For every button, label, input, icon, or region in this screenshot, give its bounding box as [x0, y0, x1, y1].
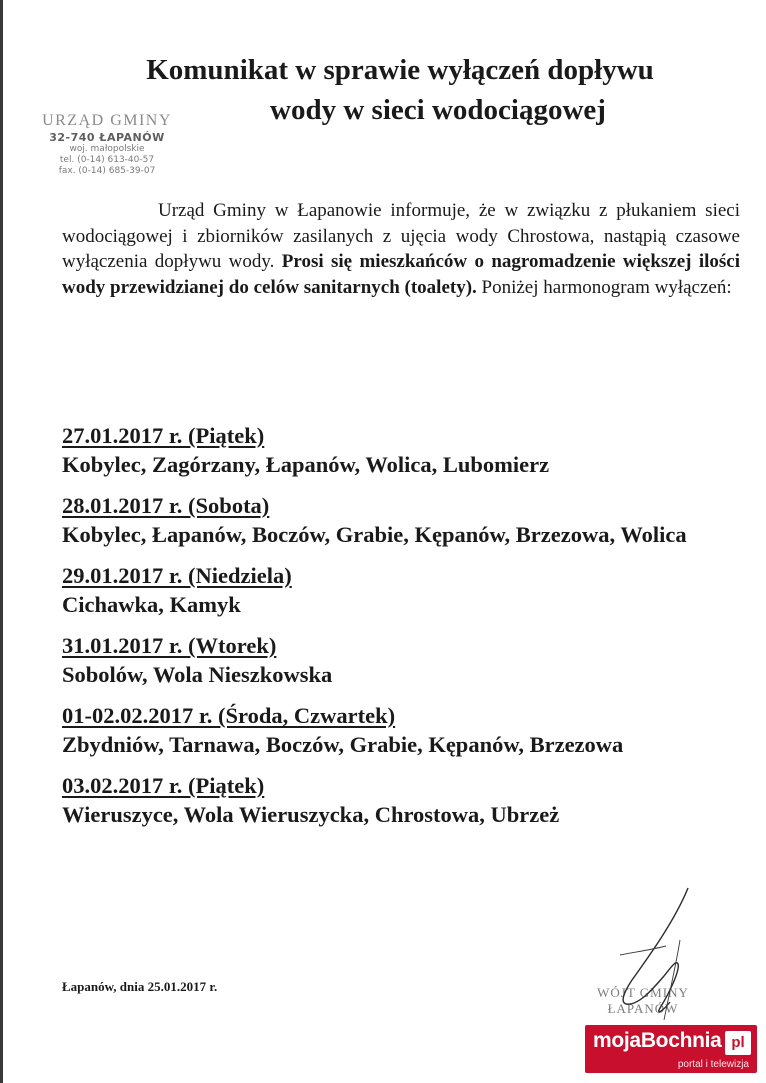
schedule-date: 03.02.2017 r. (Piątek): [62, 773, 265, 798]
stamp-postal-address: 32-740 ŁAPANÓW: [49, 131, 165, 144]
place-and-date: Łapanów, dnia 25.01.2017 r.: [62, 979, 218, 994]
schedule-entry: [62, 422, 752, 480]
shutdown-schedule: [62, 422, 752, 842]
schedule-entry: [62, 492, 752, 550]
intro-text: Urząd Gminy w Łapanowie informuje, że w związku z płukaniem sieci wodociągowej i zbiorników zasilanych z ujęcia wody Chrostowa, nastąpią czasowe wyłączenia dopływu wody.: [62, 200, 740, 272]
schedule-entry: [62, 702, 752, 760]
schedule-places: Cichawka, Kamyk: [62, 592, 241, 617]
schedule-places: Sobolów, Wola Nieszkowska: [62, 662, 333, 687]
stamp-fax: fax. (0-14) 685-39-07: [58, 166, 156, 176]
scan-edge: [0, 0, 3, 1083]
office-stamp: [28, 112, 186, 177]
schedule-date: 01-02.02.2017 r. (Środa, Czwartek): [62, 703, 396, 728]
logo-tagline: portal i telewizja: [677, 1059, 749, 1070]
mayor-stamp-line-2: ŁAPANÓW: [607, 1001, 679, 1016]
schedule-places: Kobylec, Łapanów, Boczów, Grabie, Kępanów, Brzezowa, Wolica: [62, 522, 687, 547]
schedule-entry: [62, 772, 752, 830]
stamp-voivodeship: woj. małopolskie: [69, 144, 145, 154]
stamp-office-name: URZĄD GMINY: [42, 112, 172, 129]
schedule-date: 28.01.2017 r. (Sobota): [62, 493, 270, 518]
site-logo: [585, 1025, 757, 1073]
schedule-places: Zbydniów, Tarnawa, Boczów, Grabie, Kępanów, Brzezowa: [62, 732, 624, 757]
logo-brand: mojaBochnia: [593, 1029, 722, 1052]
schedule-places: Kobylec, Zagórzany, Łapanów, Wolica, Lubomierz: [62, 452, 550, 477]
title-line-1: Komunikat w sprawie wyłączeń dopływu: [146, 54, 654, 86]
intro-request: Prosi się mieszkańców o nagromadzenie większej ilości wody przewidzianej do celów sanitarnych (toalety).: [62, 251, 740, 298]
schedule-date: 27.01.2017 r. (Piątek): [62, 423, 265, 448]
handwritten-signature: [580, 880, 730, 1030]
logo-suffix: pl: [725, 1031, 751, 1055]
schedule-entry: [62, 632, 752, 690]
schedule-places: Wieruszyce, Wola Wieruszycka, Chrostowa, Ubrzeż: [62, 802, 560, 827]
mayor-stamp-line-1: WÓJT GMINY: [597, 985, 689, 1000]
schedule-date: 31.01.2017 r. (Wtorek): [62, 633, 277, 658]
title-line-2: wody w sieci wodociągowej: [270, 94, 606, 126]
intro-tail: Poniżej harmonogram wyłączeń:: [481, 276, 732, 298]
intro-paragraph: [62, 198, 740, 300]
schedule-entry: [62, 562, 752, 620]
stamp-phone: tel. (0-14) 613-40-57: [59, 155, 155, 165]
schedule-date: 29.01.2017 r. (Niedziela): [62, 563, 292, 588]
